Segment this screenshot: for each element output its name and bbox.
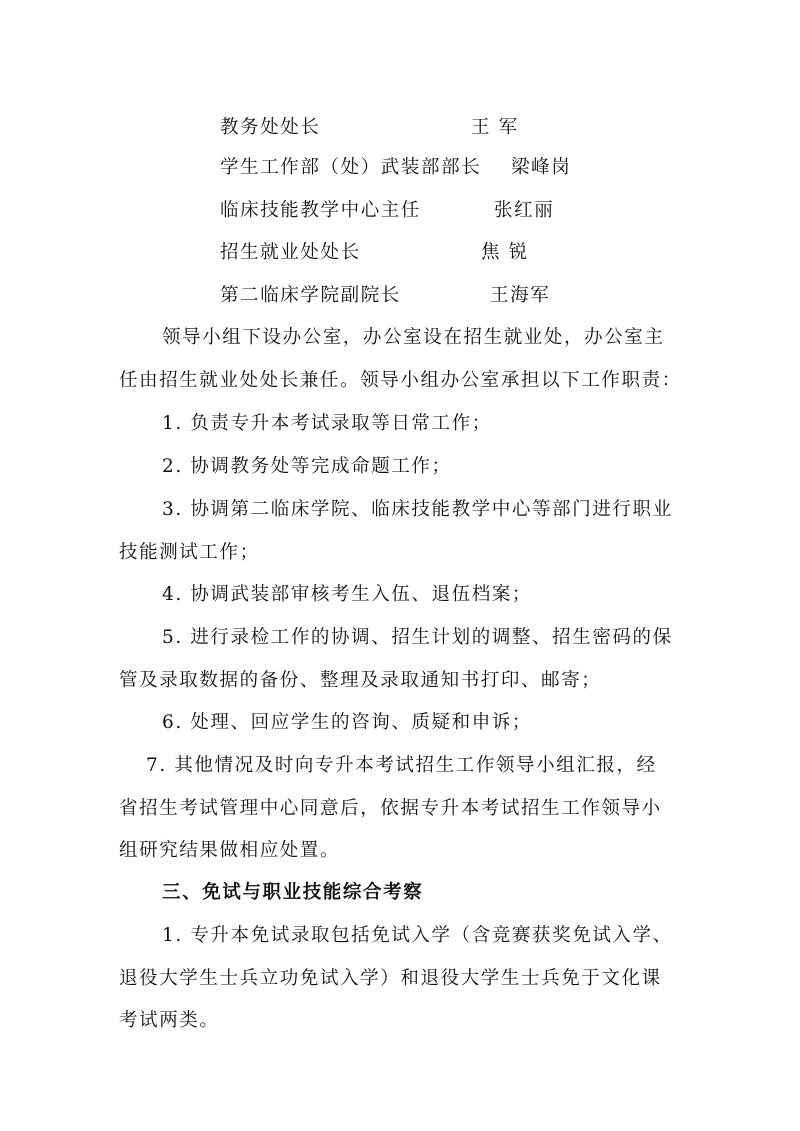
member-name: 王海军 — [490, 285, 551, 306]
member-title: 招生就业处处长 — [220, 242, 361, 263]
office-paragraph-line: 领导小组下设办公室，办公室设在招生就业处，办公室主 — [162, 327, 665, 348]
member-name: 梁峰岗 — [511, 157, 572, 178]
member-name: 焦 锐 — [481, 242, 529, 263]
duty-item-continued: 技能测试工作； — [119, 542, 260, 563]
section-paragraph-line: 1. 专升本免试录取包括免试入学（含竞赛获奖免试入学、 — [162, 925, 673, 946]
member-title: 临床技能教学中心主任 — [220, 200, 422, 221]
duty-item: 3. 协调第二临床学院、临床技能教学中心等部门进行职业 — [162, 499, 673, 520]
duty-item-continued: 组研究结果做相应处置。 — [119, 840, 341, 861]
duty-item: 4. 协调武装部审核考生入伍、退伍档案； — [162, 584, 533, 605]
member-name: 王 军 — [471, 117, 519, 138]
member-title: 学生工作部（处）武装部部长 — [220, 157, 482, 178]
member-title: 第二临床学院副院长 — [220, 285, 401, 306]
section-paragraph-line: 退役大学生士兵立功免试入学）和退役大学生士兵免于文化课 — [119, 968, 662, 989]
duty-item: 1. 负责专升本考试录取等日常工作； — [162, 413, 492, 434]
duty-item: 6. 处理、回应学生的咨询、质疑和申诉； — [162, 712, 533, 733]
member-name: 张红丽 — [494, 200, 555, 221]
duty-item-continued: 省招生考试管理中心同意后，依据专升本考试招生工作领导小 — [119, 798, 662, 819]
section-paragraph-line: 考试两类。 — [119, 1010, 220, 1031]
duty-item: 7. 其他情况及时向专升本考试招生工作领导小组汇报，经 — [146, 755, 657, 776]
section-heading: 三、免试与职业技能综合考察 — [162, 882, 424, 903]
duty-item: 5. 进行录检工作的协调、招生计划的调整、招生密码的保 — [162, 627, 673, 648]
duty-item: 2. 协调教务处等完成命题工作； — [162, 456, 452, 477]
office-paragraph-line: 任由招生就业处处长兼任。领导小组办公室承担以下工作职责： — [119, 370, 682, 391]
duty-item-continued: 管及录取数据的备份、整理及录取通知书打印、邮寄； — [119, 670, 602, 691]
member-title: 教务处处长 — [220, 117, 321, 138]
